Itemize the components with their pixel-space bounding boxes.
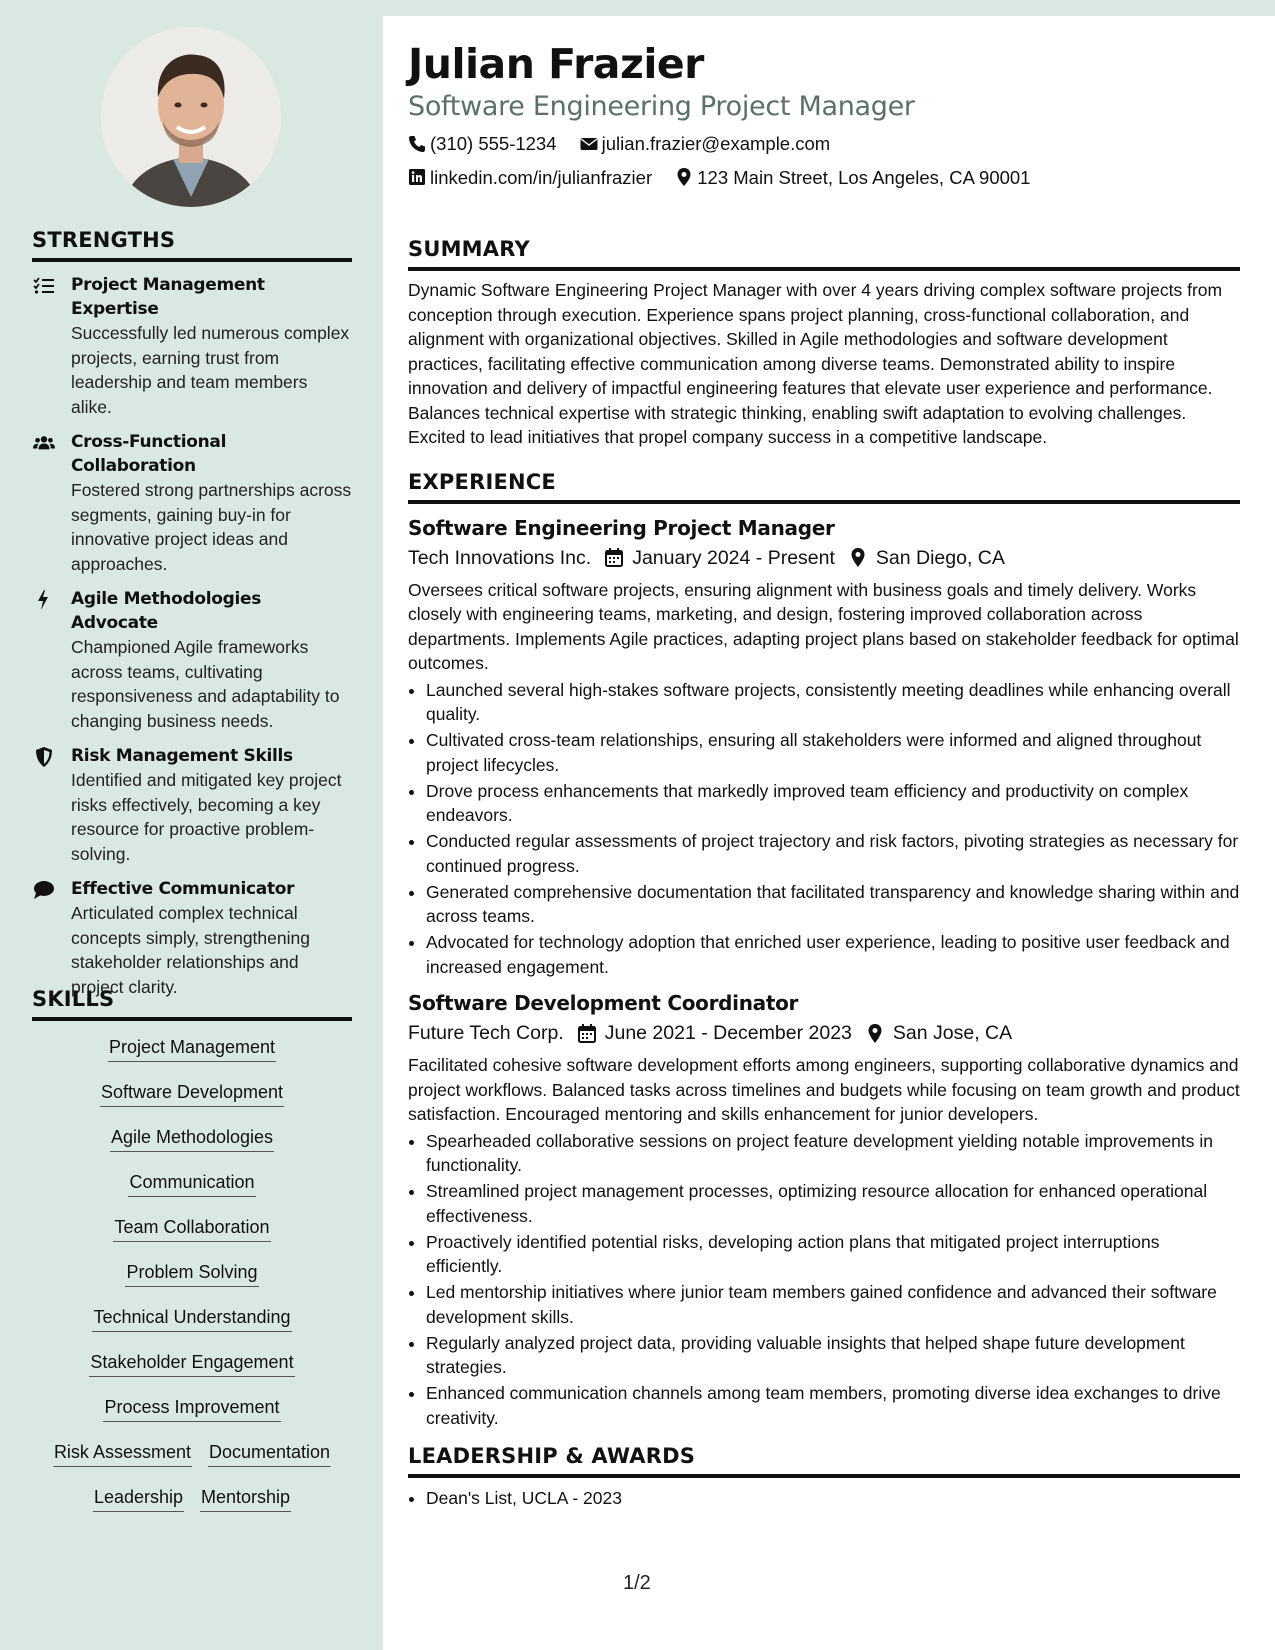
job-location	[866, 1017, 1012, 1049]
page-number: 1/2	[623, 1572, 651, 1594]
phone-icon	[408, 135, 426, 153]
strength-title: Risk Management Skills	[71, 746, 293, 766]
list-item: • Proactively identified potential risks, developing action plans that mitigated project interruptions efficiently.	[426, 1230, 1240, 1279]
strength-item	[32, 744, 352, 866]
strengths-title: STRENGTHS	[32, 228, 352, 262]
job-description: Facilitated cohesive software development efforts among engineers, supporting collaborative dynamics and project workflows. Balanced tasks across timelines and budgets while focusing on team growth and product satisfaction. Encouraged mentoring and skills enhancement for junior developers.	[408, 1055, 1240, 1124]
job-description: Oversees critical software projects, ensuring alignment with business goals and timely delivery. Works closely with engineering teams, marketing, and design, fostering improved collaboration across departments. Implements Agile practices, adapting project plans based on stakeholder feedback for optimal outcomes.	[408, 579, 1239, 673]
strength-item	[32, 273, 352, 419]
skill-tag: Stakeholder Engagement	[89, 1350, 294, 1377]
list-item: • Dean's List, UCLA - 2023	[426, 1486, 1240, 1511]
leadership-title: LEADERSHIP & AWARDS	[408, 1444, 1240, 1478]
experience-section	[408, 470, 1240, 1431]
list-item: • Led mentorship initiatives where junior team members gained confidence and advanced their software development skills.	[426, 1280, 1240, 1329]
job-dates	[605, 542, 835, 574]
job-bullets	[408, 678, 1240, 980]
leadership-section	[408, 1444, 1240, 1511]
strength-desc: Articulated complex technical concepts simply, strengthening stakeholder relationships and project clarity.	[71, 903, 310, 997]
awards-list	[408, 1486, 1240, 1511]
skill-tag: Risk Assessment	[53, 1440, 192, 1467]
list-item: • Launched several high-stakes software projects, consistently meeting deadlines while enhancing overall quality.	[426, 678, 1240, 727]
skill-tag: Agile Methodologies	[110, 1125, 274, 1152]
job-bullets	[408, 1129, 1240, 1431]
list-item: • Cultivated cross-team relationships, ensuring all stakeholders were informed and aligned throughout project lifecycles.	[426, 728, 1240, 777]
calendar-icon	[605, 548, 623, 567]
strength-desc: Championed Agile frameworks across teams, cultivating responsiveness and adaptability to changing business needs.	[71, 637, 340, 731]
skill-tag: Documentation	[208, 1440, 331, 1467]
list-item: • Drove process enhancements that markedly improved team efficiency and productivity on complex endeavors.	[426, 779, 1240, 828]
list-item: • Generated comprehensive documentation that facilitated transparency and knowledge sharing within and across teams.	[426, 880, 1240, 929]
shield-icon	[33, 747, 55, 767]
linkedin-url: linkedin.com/in/julianfrazier	[430, 166, 653, 188]
address-contact	[675, 162, 1030, 193]
top-band	[383, 0, 1275, 16]
street-address: 123 Main Street, Los Angeles, CA 90001	[697, 166, 1031, 188]
checklist-icon	[33, 276, 55, 296]
company-name: Future Tech Corp.	[408, 1022, 564, 1044]
skill-tag: Mentorship	[200, 1485, 291, 1512]
job-title: Software Engineering Project Manager	[408, 515, 835, 540]
calendar-icon	[578, 1024, 596, 1043]
strength-title: Agile Methodologies Advocate	[71, 589, 262, 633]
summary-text: Dynamic Software Engineering Project Manager with over 4 years driving complex software projects from conception through execution. Experience spans project planning, cross-functional collaboration, and alignment with organizational objectives. Skilled in Agile methodologies and software development practices, facilitating effective communication among diverse teams. Demonstrated ability to inspire innovation and delivery of impactful engineering features that elevate user experience and performance. Balances technical expertise with strategic thinking, enabling swift adaptation to evolving challenges. Excited to lead initiatives that propel company success in a competitive landscape.	[408, 280, 1223, 447]
strength-title: Project Management Expertise	[71, 275, 265, 319]
strength-desc: Identified and mitigated key project risks effectively, becoming a key resource for proactive problem-solving.	[71, 770, 342, 864]
strength-desc: Successfully led numerous complex projects, earning trust from leadership and team members alike.	[71, 323, 350, 417]
experience-title: EXPERIENCE	[408, 470, 1240, 504]
users-icon	[33, 433, 55, 453]
summary-title: SUMMARY	[408, 237, 1240, 271]
map-pin-icon	[849, 548, 867, 567]
skills-section	[32, 987, 352, 1530]
strength-item	[32, 877, 352, 999]
speech-bubble-icon	[33, 880, 55, 900]
phone-number: (310) 555-1234	[430, 133, 557, 154]
list-item: • Conducted regular assessments of project trajectory and risk factors, pivoting strategies as necessary for continued progress.	[426, 829, 1240, 878]
skill-tag: Team Collaboration	[113, 1215, 270, 1242]
skill-tag: Process Improvement	[103, 1395, 280, 1422]
strengths-section	[32, 228, 352, 999]
job-title: Software Development Coordinator	[408, 991, 799, 1015]
skills-list	[32, 1035, 352, 1530]
skill-tag: Communication	[128, 1170, 255, 1197]
skill-tag: Project Management	[108, 1035, 276, 1062]
strength-title: Effective Communicator	[71, 879, 295, 899]
envelope-icon	[580, 135, 598, 153]
linkedin-icon	[408, 168, 426, 186]
strength-title: Cross-Functional Collaboration	[71, 432, 227, 476]
dates-text: January 2024 - Present	[632, 546, 835, 569]
list-item: • Enhanced communication channels among team members, promoting diverse idea exchanges to drive creativity.	[426, 1381, 1240, 1430]
list-item: • Streamlined project management processes, optimizing resource allocation for enhanced operational effectiveness.	[426, 1179, 1240, 1228]
strength-item	[32, 430, 352, 576]
bolt-icon	[33, 590, 55, 610]
location-text: San Jose, CA	[892, 1022, 1013, 1044]
job-meta	[408, 1017, 1240, 1049]
main-content	[408, 40, 1240, 1512]
location-text: San Diego, CA	[875, 546, 1005, 569]
skill-tag: Technical Understanding	[92, 1305, 291, 1332]
list-item: • Advocated for technology adoption that enriched user experience, leading to positive user feedback and increased engagement.	[426, 930, 1240, 979]
email-contact	[580, 128, 831, 159]
strength-desc: Fostered strong partnerships across segments, gaining buy-in for innovative project ideas and approaches.	[71, 480, 352, 574]
list-item: • Regularly analyzed project data, providing valuable insights that helped shape future development strategies.	[426, 1331, 1240, 1380]
skill-tag: Problem Solving	[125, 1260, 258, 1287]
email-address: julian.frazier@example.com	[601, 133, 831, 154]
skill-tag: Software Development	[100, 1080, 284, 1107]
contact-info	[408, 128, 1240, 195]
job-location	[849, 542, 1005, 574]
summary-section	[408, 237, 1240, 450]
job-entry	[408, 989, 1240, 1430]
skills-title: SKILLS	[32, 987, 352, 1021]
map-pin-icon	[866, 1024, 884, 1043]
job-entry	[408, 514, 1240, 980]
list-item: • Spearheaded collaborative sessions on project feature development yielding notable improvements in functionality.	[426, 1129, 1240, 1178]
phone-contact	[408, 128, 557, 159]
skill-tag: Leadership	[93, 1485, 184, 1512]
sidebar	[0, 0, 383, 1650]
candidate-name: Julian Frazier	[408, 40, 704, 88]
profile-photo	[101, 27, 281, 207]
company-name: Tech Innovations Inc.	[408, 546, 592, 569]
strength-item	[32, 587, 352, 733]
map-pin-icon	[675, 168, 693, 186]
job-dates	[578, 1017, 852, 1049]
linkedin-contact	[408, 162, 652, 193]
dates-text: June 2021 - December 2023	[604, 1022, 852, 1044]
job-meta	[408, 542, 1240, 574]
candidate-role: Software Engineering Project Manager	[408, 91, 915, 122]
